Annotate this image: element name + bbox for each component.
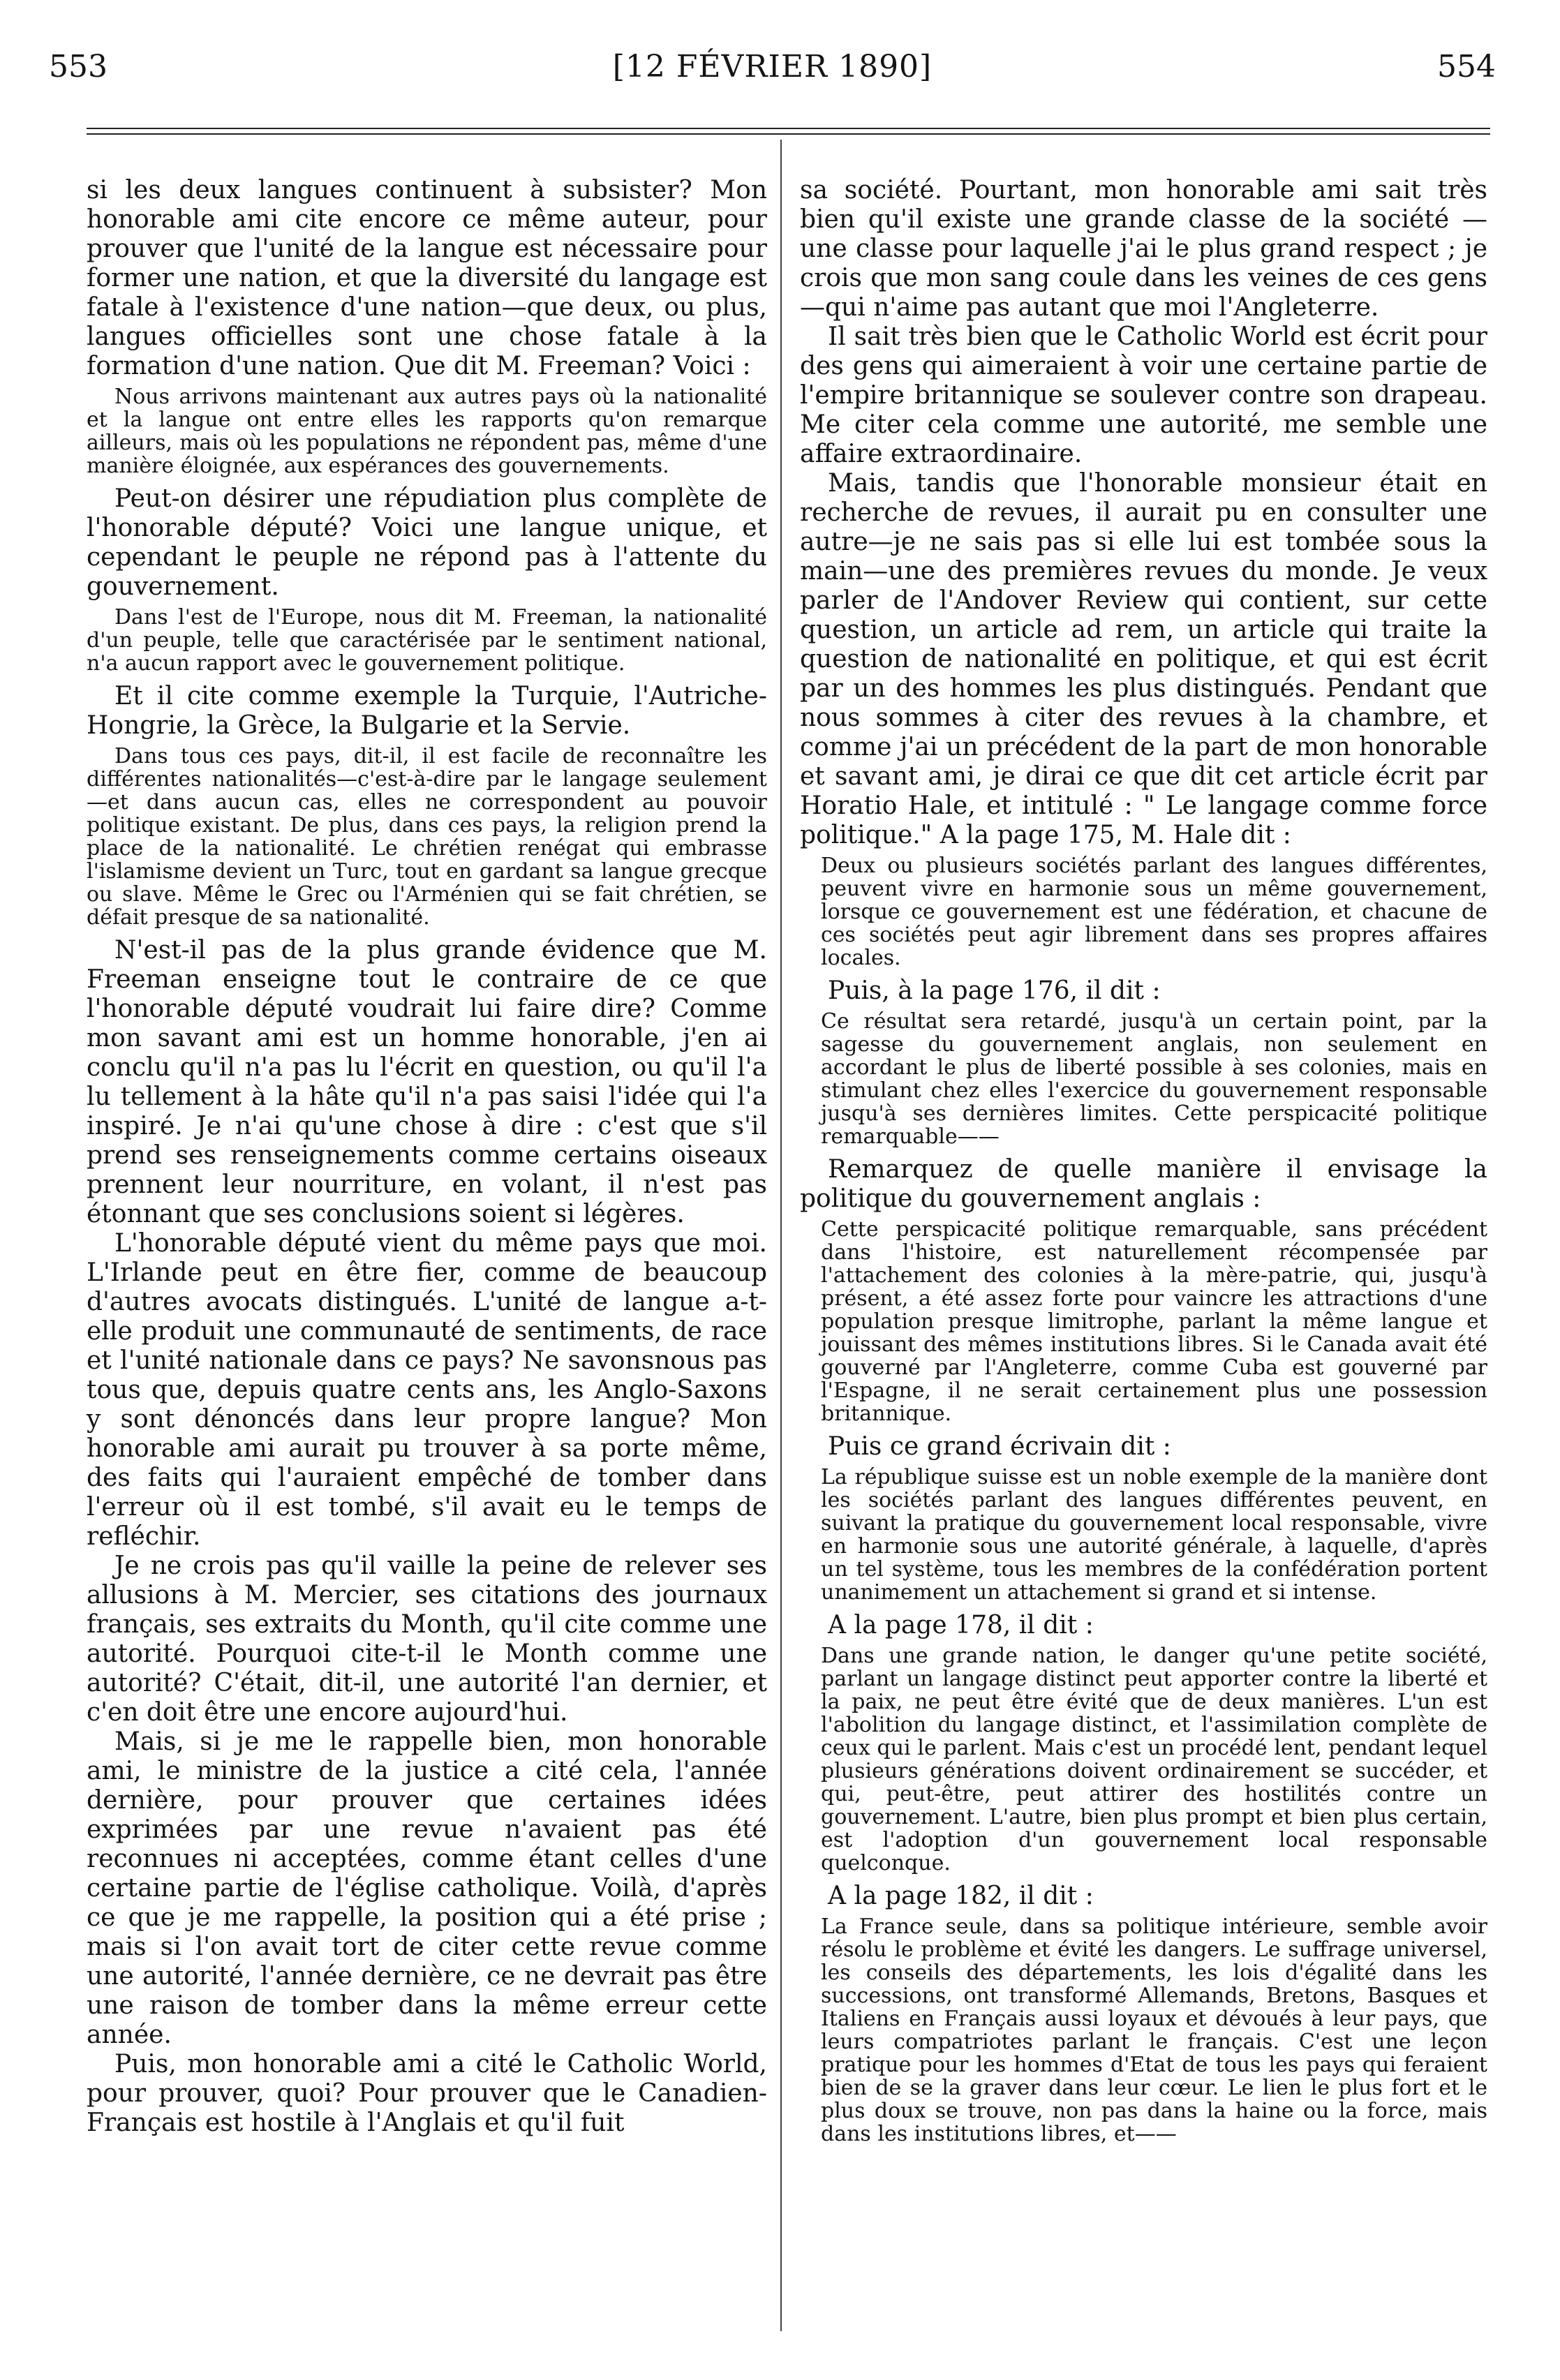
block-quote: Dans l'est de l'Europe, nous dit M. Freeman, la nationalité d'un peuple, telle que caractérisée par le sentiment national, n'a aucun rapport avec le gouvernement politique.	[87, 605, 767, 676]
block-quote: La république suisse est un noble exemple de la manière dont les sociétés parlant des langues différentes peuvent, en suivant la pratique du gouvernement local responsable, vivre en harmonie sous une autorité générale, à laquelle, d'après un tel système, tous les membres de la confédération portent unanimement un attachement si grand et si intense.	[821, 1465, 1487, 1605]
paragraph: N'est-il pas de la plus grande évidence que M. Freeman enseigne tout le contraire de ce que l'honorable député voudrait lui faire dire? Comme mon savant ami est un homme honorable, j'en ai conclu qu'il n'a pas lu l'écrit en question, ou qu'il l'a lu tellement à la hâte qu'il n'a pas saisi l'idée qui l'a inspiré. Je n'ai qu'une chose à dire : c'est que s'il prend ses renseignements comme certains oiseaux prennent leur nourriture, en volant, il n'est pas étonnant que ses conclusions soient si légères.	[87, 936, 767, 1228]
header-date: [12 FÉVRIER 1890]	[612, 49, 933, 84]
paragraph: Je ne crois pas qu'il vaille la peine de relever ses allusions à M. Mercier, ses citations des journaux français, ses extraits du Month, qu'il cite comme une autorité. Pourquoi cite-t-il le Month comme une autorité? C'était, dit-il, une autorité l'an dernier, et c'en doit être une encore aujourd'hui.	[87, 1552, 767, 1727]
paragraph: si les deux langues continuent à subsister? Mon honorable ami cite encore ce même auteur, pour prouver que l'unité de la langue est nécessaire pour former une nation, et que la diversité du langage est fatale à l'existence d'une nation—que deux, ou plus, langues officielles sont une chose fatale à la formation d'une nation. Que dit M. Freeman? Voici :	[87, 176, 767, 380]
paragraph: Puis, mon honorable ami a cité le Catholic World, pour prouver, quoi? Pour prouver que le Canadien-Français est hostile à l'Anglais et qu'il fuit	[87, 2050, 767, 2137]
left-column	[87, 176, 767, 2138]
page-header	[49, 49, 1496, 98]
header-rule-bottom	[87, 133, 1490, 135]
paragraph: Peut-on désirer une répudiation plus complète de l'honorable député? Voici une langue unique, et cependant le peuple ne répond pas à l'attente du gouvernement.	[87, 484, 767, 601]
paragraph: Mais, tandis que l'honorable monsieur était en recherche de revues, il aurait pu en consulter une autre—je ne sais pas si elle lui est tombée sous la main—une des premières revues du monde. Je veux parler de l'Andover Review qui contient, sur cette question, un article ad rem, un article qui traite la question de nationalité en politique, et qui est écrit par un des hommes les plus distingués. Pendant que nous sommes à citer des revues à la chambre, et comme j'ai un précédent de la part de mon honorable et savant ami, je dirai ce que dit cet article écrit par Horatio Hale, et intitulé : " Le langage comme force politique." A la page 175, M. Hale dit :	[800, 469, 1487, 849]
paragraph: Et il cite comme exemple la Turquie, l'Autriche-Hongrie, la Grèce, la Bulgarie et la Servie.	[87, 682, 767, 740]
block-quote: Dans tous ces pays, dit-il, il est facile de reconnaître les différentes nationalités—c'est-à-dire par le langage seulement—et dans aucun cas, elles ne correspondent au pouvoir politique existant. De plus, dans ces pays, la religion prend la place de la nationalité. Le chrétien renégat qui embrasse l'islamisme devient un Turc, tout en gardant sa langue grecque ou slave. Même le Grec ou l'Arménien qui se fait chrétien, se défait presque de sa nationalité.	[87, 744, 767, 930]
block-quote: La France seule, dans sa politique intérieure, semble avoir résolu le problème et évité les dangers. Le suffrage universel, les conseils des départements, les lois d'égalité dans les successions, ont transformé Allemands, Bretons, Basques et Italiens en Français aussi loyaux et dévoués à leur pays, que leurs compatriotes parlant le français. C'est une leçon pratique pour les hommes d'Etat de tous les pays qui feraient bien de se la graver dans leur cœur. Le lien le plus fort et le plus doux se trouve, non pas dans la haine ou la force, mais dans les institutions libres, et——	[821, 1914, 1487, 2146]
right-page-number: 554	[1437, 49, 1496, 84]
paragraph: Puis, à la page 176, il dit :	[828, 976, 1161, 1005]
left-page-number: 553	[49, 49, 107, 84]
block-quote: Ce résultat sera retardé, jusqu'à un certain point, par la sagesse du gouvernement anglais, non seulement en accordant le plus de liberté possible à ses colonies, mais en stimulant chez elles l'exercice du gouvernement responsable jusqu'à ses dernières limites. Cette perspicacité politique remarquable——	[821, 1009, 1487, 1149]
block-quote: Cette perspicacité politique remarquable, sans précédent dans l'histoire, est naturellement récompensée par l'attachement des colonies à la mère-patrie, qui, jusqu'à présent, a été assez forte pour vaincre les attractions d'une population presque limitrophe, parlant la même langue et jouissant des mêmes institutions libres. Si le Canada avait été gouverné par l'Angleterre, comme Cuba est gouverné par l'Espagne, il ne serait certainement plus une possession britannique.	[821, 1217, 1487, 1426]
paragraph: Il sait très bien que le Catholic World est écrit pour des gens qui aimeraient à voir une certaine partie de l'empire britannique se soulever contre son drapeau. Me citer cela comme une autorité, me semble une affaire extraordinaire.	[800, 322, 1487, 468]
paragraph: Puis ce grand écrivain dit :	[828, 1432, 1171, 1461]
paragraph: sa société. Pourtant, mon honorable ami sait très bien qu'il existe une grande classe de la société —une classe pour laquelle j'ai le plus grand respect ; je crois que mon sang coule dans les veines de ces gens—qui n'aime pas autant que moi l'Angleterre.	[800, 176, 1487, 322]
block-quote: Nous arrivons maintenant aux autres pays où la nationalité et la langue ont entre elles les rapports qu'on remarque ailleurs, mais où les populations ne répondent pas, même d'une manière éloignée, aux espérances des gouvernements.	[87, 385, 767, 478]
block-quote: Deux ou plusieurs sociétés parlant des langues différentes, peuvent vivre en harmonie sous un même gouvernement, lorsque ce gouvernement est une fédération, et chacune de ces sociétés peut agir librement dans ses propres affaires locales.	[821, 854, 1487, 970]
paragraph: Remarquez de quelle manière il envisage la politique du gouvernement anglais :	[800, 1155, 1487, 1213]
header-rule-top	[87, 128, 1490, 129]
right-column	[800, 176, 1487, 2152]
paragraph: A la page 182, il dit :	[828, 1882, 1094, 1910]
paragraph: A la page 178, il dit :	[828, 1611, 1094, 1639]
paragraph: L'honorable député vient du même pays que moi. L'Irlande peut en être fier, comme de beaucoup d'autres avocats distingués. L'unité de langue a-t-elle produit une communauté de sentiments, de race et l'unité nationale dans ce pays? Ne savonsnous pas tous que, depuis quatre cents ans, les Anglo-Saxons y sont dénoncés dans leur propre langue? Mon honorable ami aurait pu trouver à sa porte même, des faits qui l'auraient empêché de tomber dans l'erreur où il est tombé, s'il avait eu le temps de refléchir.	[87, 1229, 767, 1551]
block-quote: Dans une grande nation, le danger qu'une petite société, parlant un langage distinct peut apporter contre la liberté et la paix, ne peut être évité que de deux manières. L'un est l'abolition du langage distinct, et l'assimilation complète de ceux qui le parlent. Mais c'est un procédé lent, pendant lequel plusieurs générations doivent ordinairement se succéder, et qui, peut-être, peut attirer des hostilités contre un gouvernement. L'autre, bien plus prompt et bien plus certain, est l'adoption d'un gouvernement local responsable quelconque.	[821, 1644, 1487, 1875]
paragraph: Mais, si je me le rappelle bien, mon honorable ami, le ministre de la justice a cité cela, l'année dernière, pour prouver que certaines idées exprimées par une revue n'avaient pas été reconnues ni acceptées, comme étant celles d'une certaine partie de l'église catholique. Voilà, d'après ce que je me rappelle, la position qui a été prise ; mais si l'on avait tort de citer cette revue comme une autorité, l'année dernière, ce ne devrait pas être une raison de tomber dans la même erreur cette année.	[87, 1727, 767, 2049]
column-divider	[780, 140, 782, 2331]
